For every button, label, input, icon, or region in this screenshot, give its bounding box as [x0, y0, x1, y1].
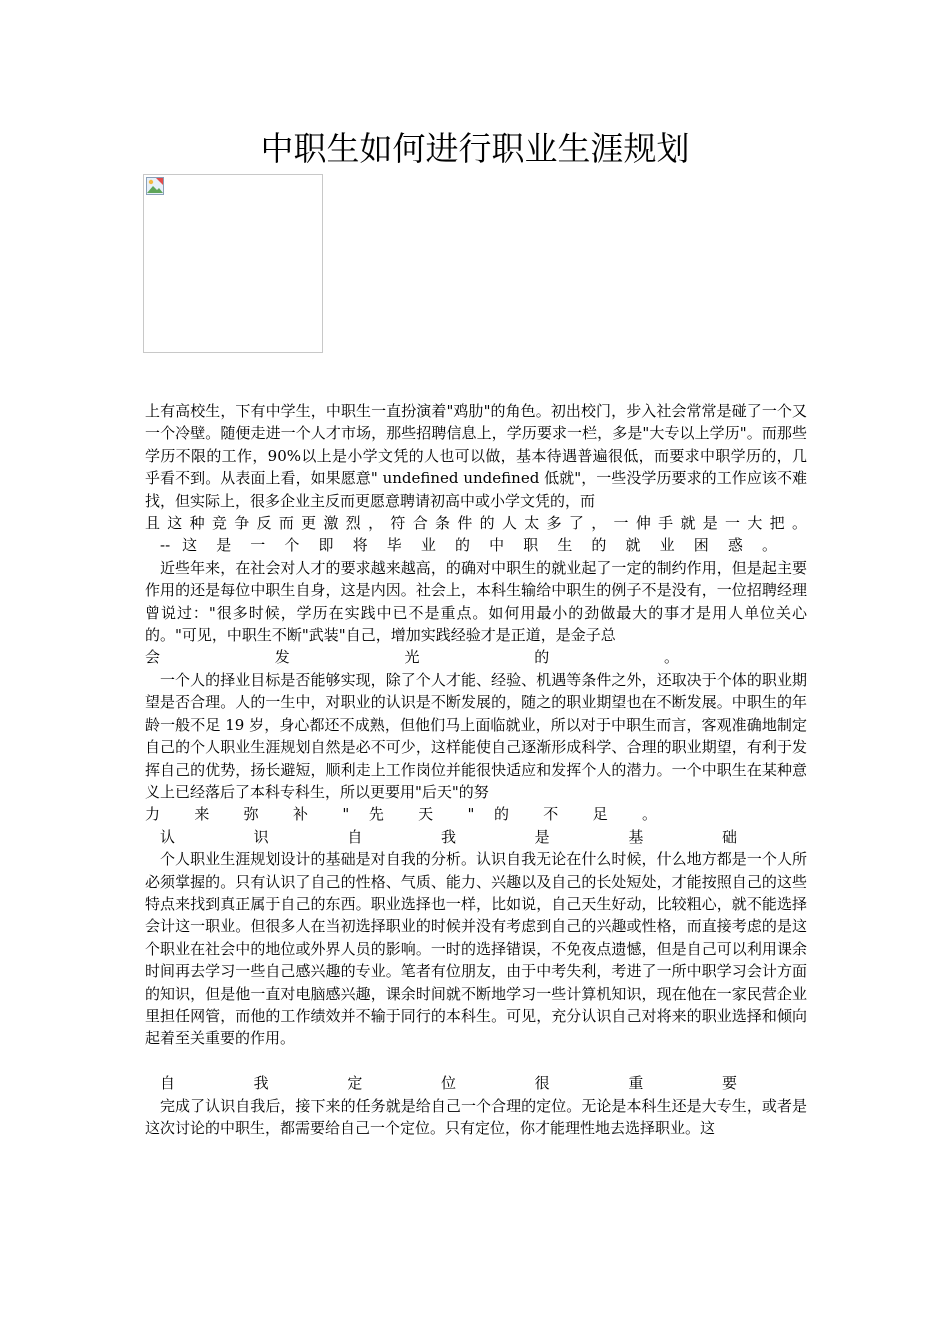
image-placeholder: [143, 174, 323, 353]
document-title: 中职生如何进行职业生涯规划: [260, 129, 690, 168]
paragraph-1-last-line: 且这种竞争反而更激烈，符合条件的人太多了，一伸手就是一大把。: [145, 514, 807, 533]
section-heading-self-knowledge: 认 识 自 我 是 基 础: [160, 827, 737, 846]
paragraph-1: 上有高校生，下有中学生，中职生一直扮演着"鸡肋"的角色。初出校门，步入社会常常是碰了一个又一个冷壁。随便走进一个人才市场，那些招聘信息上，学历要求一栏，多是"大专以上学历"。而那些学历不限的工作，90%以上是小学文凭的人也可以做，基本待遇普遍很低，而要求中职学历的，几乎看不到。从表面上看，如果愿意" undefined undefined 低就"，一些没学历要求的工作应该不难找，但实际上，很多企业主反而更愿意聘请初高中或小学文凭的，而: [145, 402, 807, 510]
paragraph-4: 个人职业生涯规划设计的基础是对自我的分析。认识自我无论在什么时候，什么地方都是一个人所必须掌握的。只有认识了自己的性格、气质、能力、兴趣以及自己的长处短处，才能按照自己的这些特点来找到真正属于自己的东西。职业选择也一样，比如说，自己天生好动，比较粗心，就不能选择会计这一职业。但很多人在当初选择职业的时候并没有考虑到自己的兴趣或性格，而直接考虑的是这个职业在社会中的地位或外界人员的影响。一时的选择错误，不免夜点遗憾，但是自己可以利用课余时间再去学习一些自己感兴趣的专业。笔者有位朋友，由于中考失利，考进了一所中职学习会计方面的知识，但是他一直对电脑感兴趣，课余时间就不断地学习一些计算机知识，现在他在一家民营企业里担任网管，而他的工作绩效并不输于同行的本科生。可见，充分认识自己对将来的职业选择和倾向起着至关重要的作用。: [145, 850, 807, 1048]
paragraph-3: 一个人的择业目标是否能够实现，除了个人才能、经验、机遇等条件之外，还取决于个体的职业期望是否合理。人的一生中，对职业的认识是不断发展的，随之的职业期望也在不断发展。中职生的年龄一般不足 19 岁，身心都还不成熟，但他们马上面临就业，所以对于中职生而言，客观准确地制定自己的个人职业生涯规划自然是必不可少，这样能使自己逐渐形成科学、合理的职业期望，有利于发挥自己的优势，扬长避短，顺利走上工作岗位并能很快适应和发挥个人的潜力。一个中职生在某种意义上已经落后了本科专科生，所以更要用"后天"的努: [145, 670, 807, 801]
paragraph-3-last-line: 力 来 弥 补 " 先 天 " 的 不 足 。: [145, 805, 657, 824]
paragraph-2: 近些年来，在社会对人才的要求越来越高，的确对中职生的就业起了一定的制约作用，但是起主要作用的还是每位中职生自身，这是内因。社会上，本科生输给中职生的例子不是没有，一位招聘经理曾说过："很多时候，学历在实践中已不是重点。如何用最小的劲做最大的事才是用人单位关心的。"可见，中职生不断"武装"自己，增加实践经验才是正道，是金子总: [145, 558, 807, 645]
document-body: [145, 400, 807, 1139]
paragraph-quote-line: -- 这 是 一 个 即 将 毕 业 的 中 职 生 的 就 业 困 惑 。: [160, 536, 777, 555]
broken-image-icon: [146, 177, 164, 195]
paragraph-5: 完成了认识自我后，接下来的任务就是给自己一个合理的定位。无论是本科生还是大专生，或者是这次讨论的中职生，都需要给自己一个定位。只有定位，你才能理性地去选择职业。这: [145, 1096, 807, 1137]
blank-line: [145, 1050, 807, 1072]
section-heading-self-positioning: 自 我 定 位 很 重 要: [160, 1074, 737, 1093]
paragraph-2-last-line: 会 发 光 的 。: [145, 648, 679, 667]
